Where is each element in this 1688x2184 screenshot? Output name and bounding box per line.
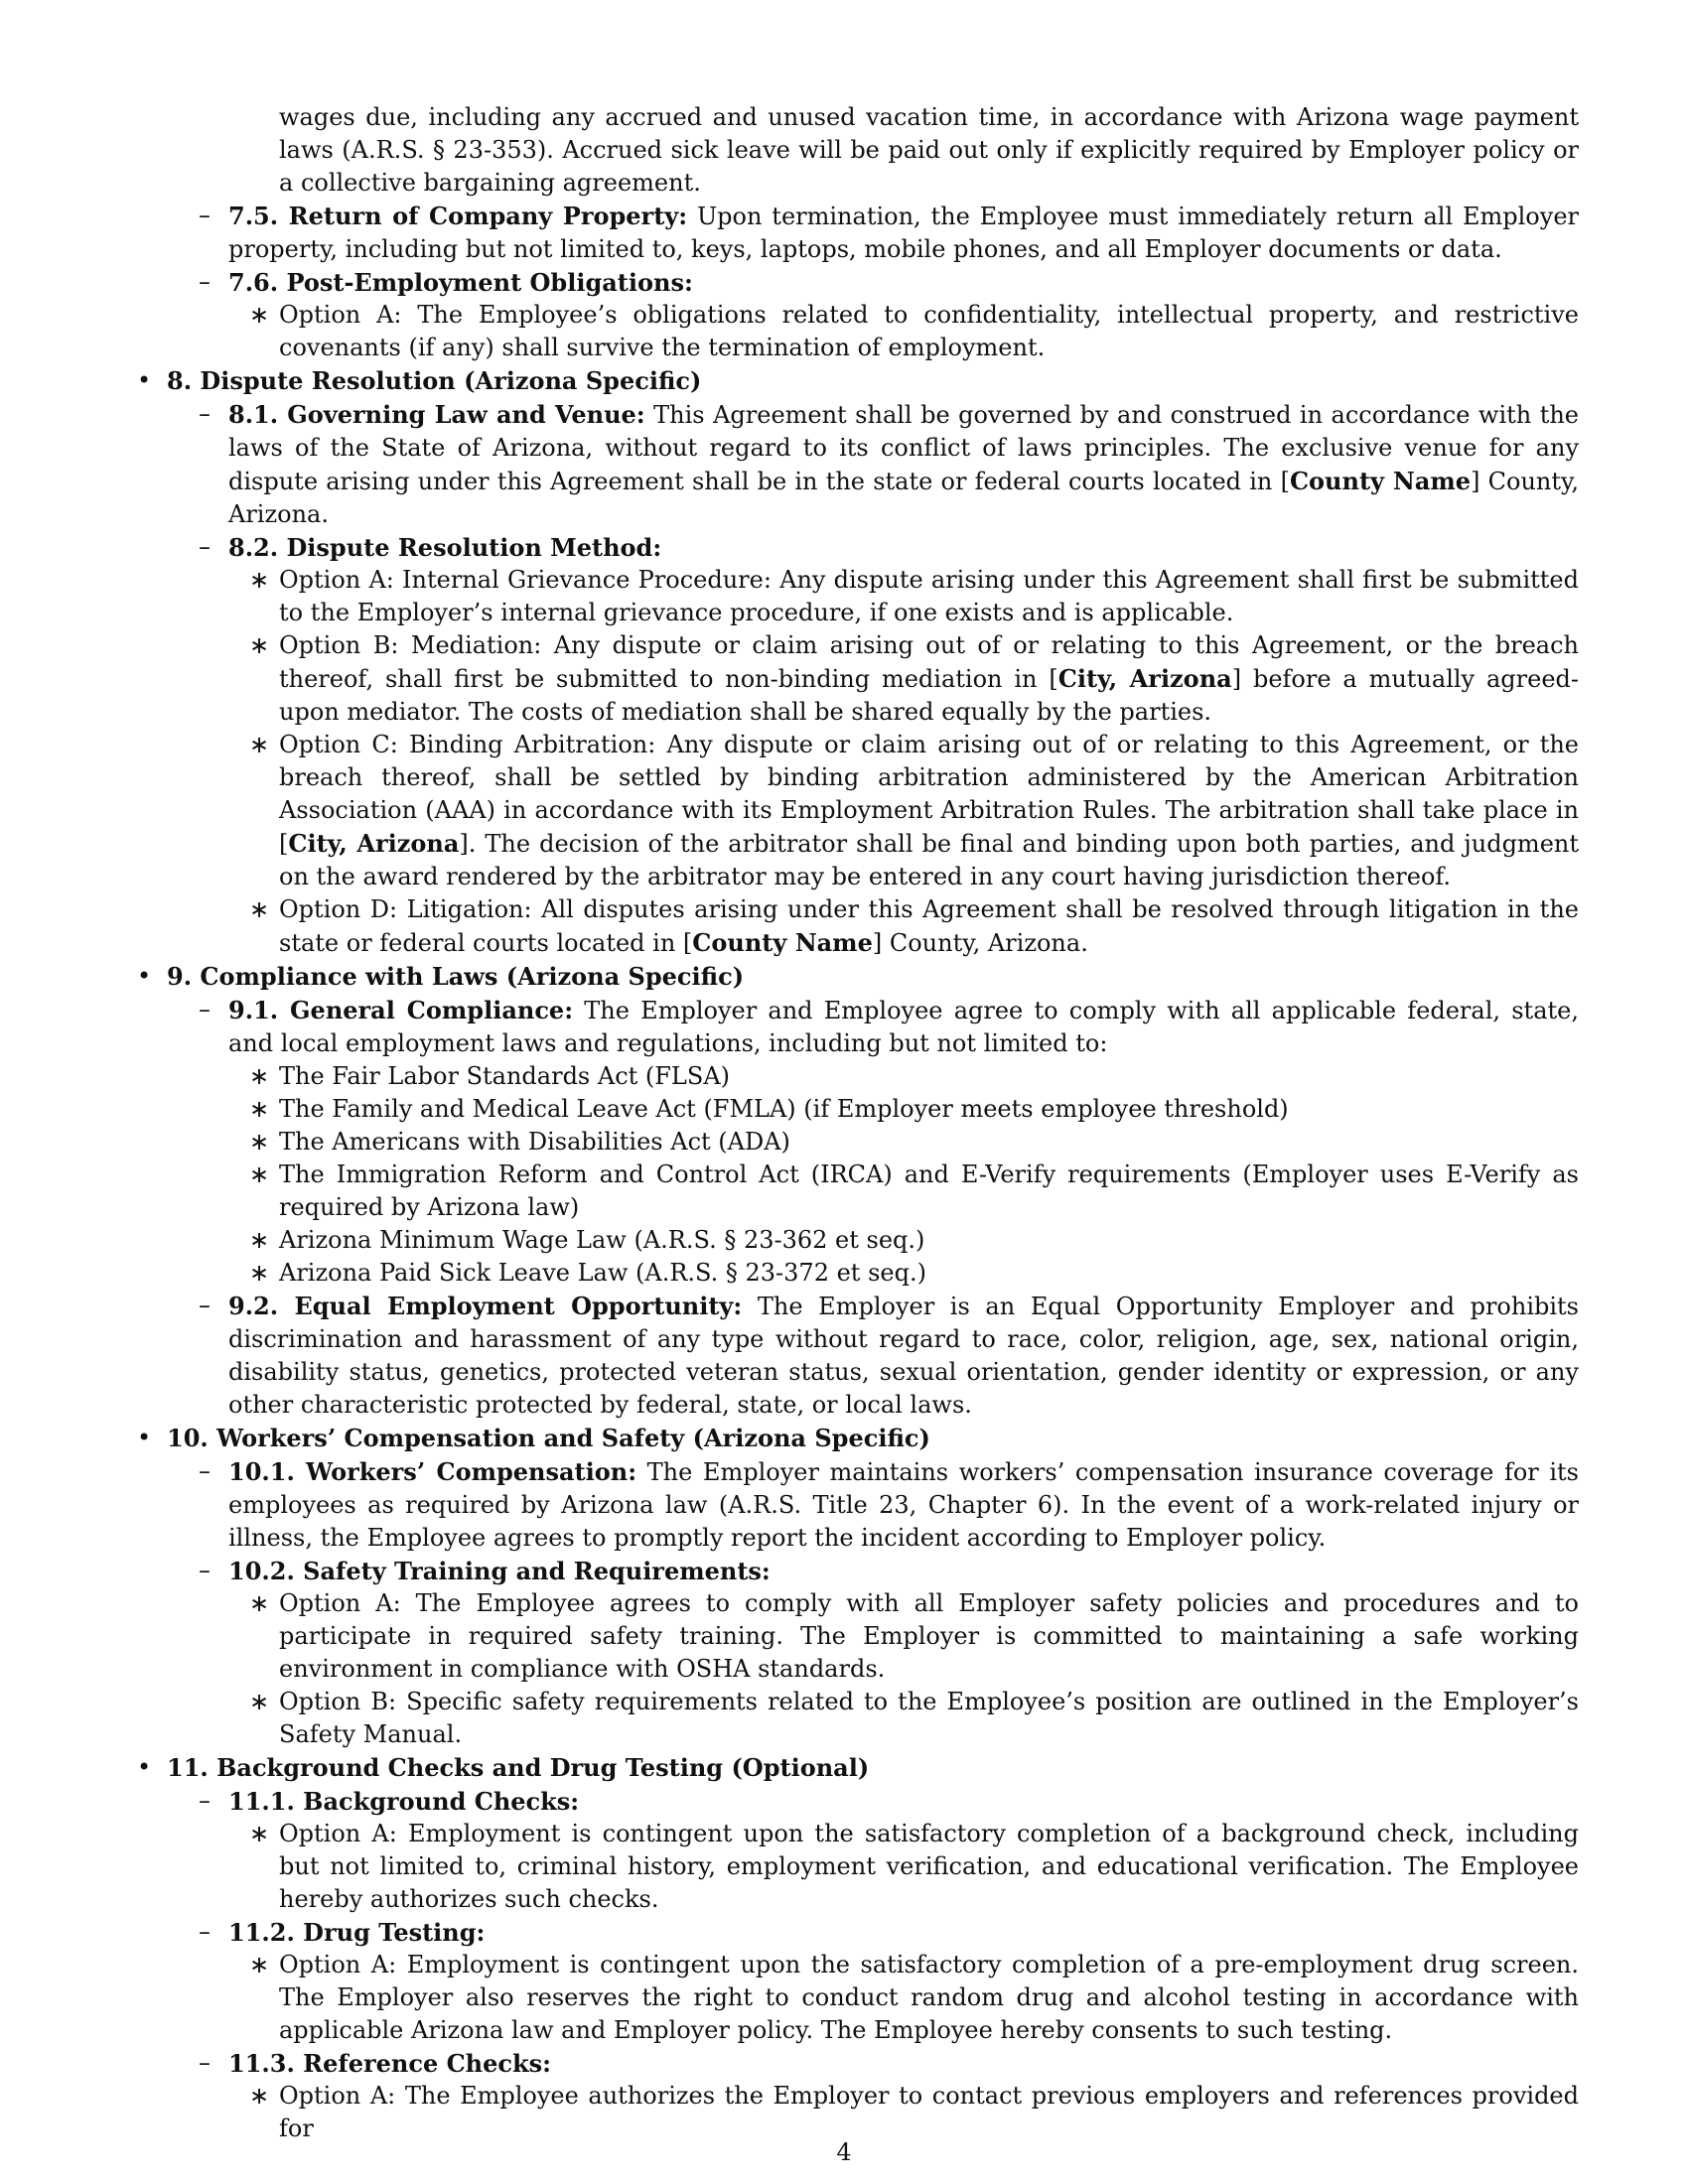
asterisk-bullet: ∗ xyxy=(249,631,270,659)
dash-bullet: – xyxy=(199,533,211,561)
law-item xyxy=(137,1159,1579,1224)
dash-bullet: – xyxy=(199,400,211,428)
item-8-1 xyxy=(137,398,1579,531)
law-item-text: The Fair Labor Standards Act (FLSA) xyxy=(279,1062,731,1090)
section-9-title: 9. Compliance with Laws (Arizona Specific) xyxy=(167,962,745,991)
county-name-placeholder: County Name xyxy=(692,928,873,957)
item-8-2-option-c xyxy=(137,729,1579,893)
asterisk-bullet: ∗ xyxy=(249,1095,270,1123)
item-8-2-option-b-content: Option B: Mediation: Any dispute or claim arising out of or relating to this Agreement, or the breach thereof, shall first be submitted to non-binding mediation in [City, Arizona] before a mutually agreed-upon mediator. The costs of mediation shall be shared equally by the parties. xyxy=(279,631,1580,726)
page-number: 4 xyxy=(836,2138,852,2166)
section-10 xyxy=(137,1422,1579,1455)
item-7-6-title: 7.6. Post-Employment Obligations: xyxy=(228,268,693,297)
item-8-2-title: 8.2. Dispute Resolution Method: xyxy=(228,533,662,562)
item-9-1 xyxy=(137,994,1579,1060)
item-11-2 xyxy=(137,1916,1579,1949)
dot-bullet: • xyxy=(137,1424,152,1451)
item-11-2-option-a xyxy=(137,1949,1579,2047)
city-arizona-placeholder: City, Arizona xyxy=(1057,664,1232,693)
section-11-title: 11. Background Checks and Drug Testing (Optional) xyxy=(167,1753,870,1782)
law-item xyxy=(137,1126,1579,1159)
item-7-5-content xyxy=(228,200,1579,266)
option-c-text-1: Option C: Binding Arbitration: Any dispute or claim arising out of or relating to this Agreement, or the breach thereof, shall be settled by binding arbitration administered by the American Arbitration Association (AAA) in accordance with its Employment Arbitration Rules. The arbitration shall take place in xyxy=(279,731,1579,824)
item-11-3-option-a-text: Option A: The Employee authorizes the Employer to contact previous employers and references provided for xyxy=(279,2082,1579,2142)
section-10-items xyxy=(137,1455,1579,1587)
section-11 xyxy=(137,1751,1579,1785)
item-7-5-title: 7.5. Return of Company Property: xyxy=(228,202,688,230)
asterisk-bullet: ∗ xyxy=(249,1820,270,1847)
asterisk-bullet: ∗ xyxy=(249,1062,270,1090)
dash-bullet: – xyxy=(199,996,211,1024)
item-7-6-option-a-text: Option A: The Employee’s obligations related to confidentiality, intellectual property, and restrictive covenants (if any) shall survive the termination of employment. xyxy=(279,301,1579,361)
item-10-2-title: 10.2. Safety Training and Requirements: xyxy=(228,1557,771,1585)
item-9-1-laws xyxy=(137,1060,1579,1290)
section-9 xyxy=(137,960,1579,994)
section-9-items xyxy=(137,994,1579,1060)
item-8-1-text-1: This Agreement shall be governed by and construed in accordance with the laws of the State of Arizona, without regard to its conflict of laws principles. The exclusive venue for any dispute arising under this Agreement shall be in the state or federal courts located in xyxy=(228,401,1579,495)
dot-bullet: • xyxy=(137,962,152,990)
item-8-2-option-b xyxy=(137,629,1579,729)
law-item xyxy=(137,1224,1579,1257)
law-item-text: The Family and Medical Leave Act (FMLA) (if Employer meets employee threshold) xyxy=(279,1095,1289,1123)
section-8-heading xyxy=(137,364,1579,398)
item-11-1-option-a-text: Option A: Employment is contingent upon the satisfactory completion of a background check, including but not limited to, criminal history, employment verification, and educational verification. The Employee hereby authorizes such checks. xyxy=(279,1820,1579,1913)
law-item xyxy=(137,1093,1579,1126)
law-item-text: The Americans with Disabilities Act (ADA) xyxy=(279,1128,790,1156)
dash-bullet: – xyxy=(199,1457,211,1485)
asterisk-bullet: ∗ xyxy=(249,1688,270,1715)
law-item-text: Arizona Paid Sick Leave Law (A.R.S. § 23-372 et seq.) xyxy=(279,1259,926,1287)
item-8-2-option-d-content: Option D: Litigation: All disputes arising under this Agreement shall be resolved through litigation in the state or federal courts located in [County Name] County, Arizona. xyxy=(279,895,1579,957)
item-11-1-title: 11.1. Background Checks: xyxy=(228,1787,580,1816)
item-11-1-options xyxy=(137,1818,1579,1916)
continued-paragraph xyxy=(137,101,1579,200)
item-10-2-option-a-text: Option A: The Employee agrees to comply with all Employer safety policies and procedures and to participate in required safety training. The Employer is committed to maintaining a safe working environment in compliance with OSHA standards. xyxy=(279,1589,1579,1683)
item-9-1-title: 9.1. General Compliance: xyxy=(228,996,574,1024)
county-name-placeholder: County Name xyxy=(1289,467,1472,495)
item-7-6 xyxy=(137,266,1579,299)
asterisk-bullet: ∗ xyxy=(249,1259,270,1287)
item-11-2-option-a-text: Option A: Employment is contingent upon the satisfactory completion of a pre-employment drug screen. The Employer also reserves the right to conduct random drug and alcohol testing in accordance with applicable Arizona law and Employer policy. The Employee hereby consents to such testing. xyxy=(279,1951,1579,2044)
item-10-2-options xyxy=(137,1587,1579,1751)
section-8-items xyxy=(137,398,1579,564)
dash-bullet: – xyxy=(199,268,211,296)
dash-bullet: – xyxy=(199,1557,211,1584)
item-11-1-option-a xyxy=(137,1818,1579,1916)
section-10-heading xyxy=(137,1422,1579,1455)
dash-bullet: – xyxy=(199,1787,211,1815)
option-b-text-2: before a mutually agreed-upon mediator. The costs of mediation shall be shared equally by the parties. xyxy=(279,665,1580,726)
item-8-2-options xyxy=(137,564,1579,960)
item-11-2-options xyxy=(137,1949,1579,2047)
section-11-heading xyxy=(137,1751,1579,1785)
item-8-1-text-2: County, Arizona. xyxy=(228,468,1580,528)
asterisk-bullet: ∗ xyxy=(249,301,270,329)
section-10-title: 10. Workers’ Compensation and Safety (Arizona Specific) xyxy=(167,1424,930,1452)
item-9-1-text: The Employer and Employee agree to comply with all applicable federal, state, and local employment laws and regulations, including but not limited to: xyxy=(228,997,1579,1057)
item-8-2-option-c-content: Option C: Binding Arbitration: Any dispute or claim arising out of or relating to this Agreement, or the breach thereof, shall be settled by binding arbitration administered by the American Arbitration Association (AAA) in accordance with its Employment Arbitration Rules. The arbitration shall take place in [City, Arizona]. The decision of the arbitrator shall be final and binding upon both parties, and judgment on the award rendered by the arbitrator may be entered in any court having jurisdiction thereof. xyxy=(279,731,1579,890)
law-item xyxy=(137,1060,1579,1093)
asterisk-bullet: ∗ xyxy=(249,1589,270,1617)
continued-text: wages due, including any accrued and unused vacation time, in accordance with Arizona wage payment laws (A.R.S. § 23-353). Accrued sick leave will be paid out only if explicitly required by Employer policy or a collective bargaining agreement. xyxy=(279,103,1579,197)
item-8-1-title: 8.1. Governing Law and Venue: xyxy=(228,400,645,429)
item-10-1-title: 10.1. Workers’ Compensation: xyxy=(228,1457,637,1486)
section-8-title: 8. Dispute Resolution (Arizona Specific) xyxy=(167,366,702,395)
item-10-2 xyxy=(137,1555,1579,1587)
item-8-2-option-a-text: Option A: Internal Grievance Procedure: Any dispute arising under this Agreement shall first be submitted to the Employer’s internal grievance procedure, if one exists and is applicable. xyxy=(279,566,1579,626)
section-7-items xyxy=(137,200,1579,299)
item-10-2-option-b-text: Option B: Specific safety requirements related to the Employee’s position are outlined in the Employer’s Safety Manual. xyxy=(279,1688,1579,1748)
option-d-text-2: County, Arizona. xyxy=(882,929,1088,957)
item-9-1-content xyxy=(228,994,1579,1060)
dash-bullet: – xyxy=(199,1292,211,1319)
asterisk-bullet: ∗ xyxy=(249,1128,270,1156)
item-9-2-title: 9.2. Equal Employment Opportunity: xyxy=(228,1292,743,1320)
item-8-1-content: 8.1. Governing Law and Venue: This Agreement shall be governed by and construed in accordance with the laws of the State of Arizona, without regard to its conflict of laws principles. The exclusive venue for any dispute arising under this Agreement shall be in the state or federal courts located in [County Name] County, Arizona. xyxy=(228,400,1580,528)
section-8 xyxy=(137,364,1579,398)
item-11-2-title: 11.2. Drug Testing: xyxy=(228,1918,486,1947)
law-item xyxy=(137,1257,1579,1290)
section-11-items-1 xyxy=(137,1785,1579,1818)
dash-bullet: – xyxy=(199,1918,211,1946)
item-11-3-title: 11.3. Reference Checks: xyxy=(228,2049,552,2078)
asterisk-bullet: ∗ xyxy=(249,2082,270,2110)
section-9-heading xyxy=(137,960,1579,994)
law-item-text: The Immigration Reform and Control Act (IRCA) and E-Verify requirements (Employer uses E-Verify as required by Arizona law) xyxy=(279,1160,1579,1221)
city-arizona-placeholder: City, Arizona xyxy=(288,829,460,858)
item-7-6-options xyxy=(137,299,1579,364)
option-c-text-2: . The decision of the arbitrator shall be final and binding upon both parties, and judgment on the award rendered by the arbitrator may be entered in any court having jurisdiction thereof. xyxy=(279,830,1579,890)
asterisk-bullet: ∗ xyxy=(249,895,270,923)
item-10-1-text: The Employer maintains workers’ compensation insurance coverage for its employees as required by Arizona law (A.R.S. Title 23, Chapter 6). In the event of a work-related injury or illness, the Employee agrees to promptly report the incident according to Employer policy. xyxy=(228,1458,1579,1552)
section-9-items-2 xyxy=(137,1290,1579,1422)
option-d-text-1: Option D: Litigation: All disputes arising under this Agreement shall be resolved through litigation in the state or federal courts located in xyxy=(279,895,1579,957)
option-b-text-1: Option B: Mediation: Any dispute or claim arising out of or relating to this Agreement, or the breach thereof, shall first be submitted to non-binding mediation in xyxy=(279,631,1579,693)
item-10-2-option-b xyxy=(137,1686,1579,1751)
asterisk-bullet: ∗ xyxy=(249,731,270,758)
item-7-6-option-a xyxy=(137,299,1579,364)
item-9-2-text: The Employer is an Equal Opportunity Employer and prohibits discrimination and harassment of any type without regard to race, color, religion, age, sex, national origin, disability status, genetics, protected veteran status, sexual orientation, gender identity or expression, or any other characteristic protected by federal, state, or local laws. xyxy=(228,1293,1579,1419)
dash-bullet: – xyxy=(199,202,211,229)
dot-bullet: • xyxy=(137,366,152,394)
item-10-2-option-a xyxy=(137,1587,1579,1686)
item-7-5-text: Upon termination, the Employee must immediately return all Employer property, including but not limited to, keys, laptops, mobile phones, and all Employer documents or data. xyxy=(228,203,1579,263)
asterisk-bullet: ∗ xyxy=(249,1160,270,1188)
item-10-1-content xyxy=(228,1455,1579,1555)
item-9-2 xyxy=(137,1290,1579,1422)
dash-bullet: – xyxy=(199,2049,211,2077)
item-9-2-content xyxy=(228,1290,1579,1422)
item-8-2 xyxy=(137,531,1579,564)
asterisk-bullet: ∗ xyxy=(249,566,270,594)
section-11-items-2 xyxy=(137,1916,1579,1949)
item-11-3 xyxy=(137,2047,1579,2080)
law-item-text: Arizona Minimum Wage Law (A.R.S. § 23-362 et seq.) xyxy=(279,1226,925,1254)
dot-bullet: • xyxy=(137,1753,152,1781)
item-10-1 xyxy=(137,1455,1579,1555)
item-8-2-option-a xyxy=(137,564,1579,629)
item-8-2-option-d xyxy=(137,893,1579,960)
item-11-1 xyxy=(137,1785,1579,1818)
asterisk-bullet: ∗ xyxy=(249,1951,270,1979)
asterisk-bullet: ∗ xyxy=(249,1226,270,1254)
document-page xyxy=(137,101,1579,2145)
section-11-items-3 xyxy=(137,2047,1579,2080)
item-7-5 xyxy=(137,200,1579,266)
